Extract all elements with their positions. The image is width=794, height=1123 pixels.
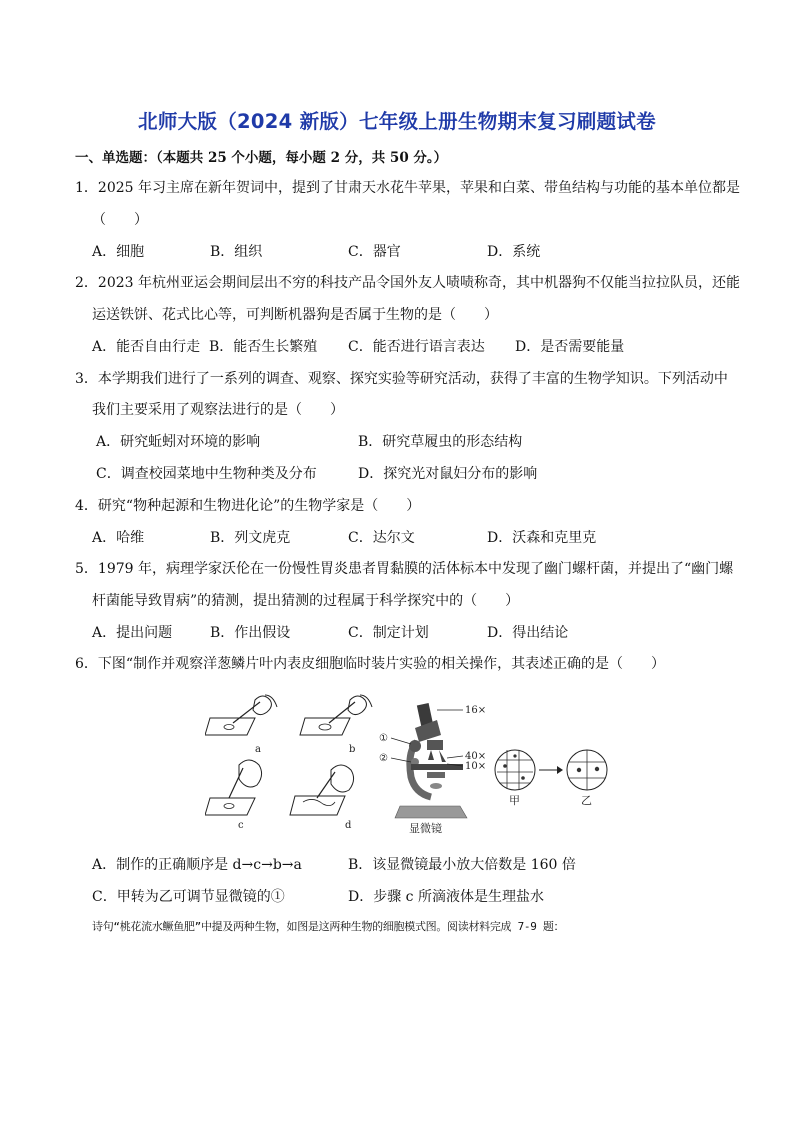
question-6-stem: 6．下图“制作并观察洋葱鳞片叶内表皮细胞临时装片实验的相关操作，其表述正确的是（ ）: [75, 656, 666, 672]
step-d-illustration: [290, 765, 354, 831]
q5-option-a: A．提出问题: [92, 625, 173, 641]
arrow-icon: [539, 766, 563, 774]
q4-option-d: D．沃森和克里克: [487, 530, 597, 546]
q4-option-b: B．列文虎克: [210, 530, 291, 546]
part-1-label: ①: [379, 733, 388, 744]
microscope-caption: 显微镜: [409, 822, 442, 835]
q2-option-a: A．能否自由行走: [92, 339, 201, 355]
objective-40-label: 40×: [465, 751, 487, 762]
question-5-stem-cont: 杆菌能导致胃病”的猜测，提出猜测的过程属于科学探究中的（ ）: [92, 593, 520, 609]
step-c-label: c: [238, 820, 244, 831]
step-d-label: d: [345, 820, 352, 831]
step-b-label: b: [349, 744, 356, 755]
question-5-stem: 5．1979 年，病理学家沃伦在一份慢性胃炎患者胃黏膜的活体标本中发现了幽门螺杆菌，并提出了“幽门螺: [75, 561, 734, 577]
q6-option-c: C．甲转为乙可调节显微镜的①: [92, 889, 285, 905]
question-2-stem-cont: 运送铁饼、花式比心等，可判断机器狗是否属于生物的是（ ）: [92, 307, 498, 323]
step-c-illustration: [205, 760, 262, 831]
question-1-stem: 1．2025 年习主席在新年贺词中，提到了甘肃天水花牛苹果，苹果和白菜、带鱼结构与功能的基本单位都是: [75, 180, 740, 196]
experiment-figure: [205, 690, 665, 835]
part-2-label: ②: [379, 753, 388, 764]
section-heading: 一、单选题：（本题共 25 个小题，每小题 2 分，共 50 分。）: [75, 150, 448, 166]
eyepiece-label: 16×: [465, 705, 487, 716]
question-3-stem-cont: 我们主要采用了观察法进行的是（ ）: [92, 402, 344, 418]
q5-option-b: B．作出假设: [210, 625, 291, 641]
q4-option-c: C．达尔文: [348, 530, 415, 546]
q3-option-a: A．研究蚯蚓对环境的影响: [96, 434, 261, 450]
view-yi-label: 乙: [581, 794, 592, 807]
view-yi-illustration: [567, 750, 607, 807]
page-title: 北师大版（2024 新版）七年级上册生物期末复习刷题试卷: [138, 110, 656, 133]
q6-option-a: A．制作的正确顺序是 d→c→b→a: [92, 857, 302, 873]
objective-10-label: 10×: [465, 761, 487, 772]
question-1-stem-cont: （ ）: [92, 212, 148, 228]
question-2-stem: 2．2023 年杭州亚运会期间层出不穷的科技产品令国外友人啧啧称奇，其中机器狗不仅能当拉拉队员，还能: [75, 275, 740, 291]
question-4-stem: 4．研究“物种起源和生物进化论”的生物学家是（ ）: [75, 498, 421, 514]
q4-option-a: A．哈维: [92, 530, 145, 546]
q5-option-d: D．得出结论: [487, 625, 569, 641]
view-jia-label: 甲: [509, 794, 520, 807]
q6-option-d: D．步骤 c 所滴液体是生理盐水: [348, 889, 544, 905]
step-a-illustration: [205, 695, 277, 755]
view-jia-illustration: [495, 750, 535, 807]
microscope-illustration: [379, 703, 486, 835]
q2-option-c: C．能否进行语言表达: [348, 339, 485, 355]
reading-material-note: 诗句“桃花流水鳜鱼肥”中提及两种生物，如图是这两种生物的细胞模式图。阅读材料完成 7-9 题：: [92, 920, 565, 933]
q1-option-d: D．系统: [487, 244, 541, 260]
q3-option-b: B．研究草履虫的形态结构: [358, 434, 523, 450]
step-a-label: a: [255, 744, 261, 755]
step-b-illustration: [300, 695, 372, 755]
q1-option-c: C．器官: [348, 244, 401, 260]
question-3-stem: 3．本学期我们进行了一系列的调查、观察、探究实验等研究活动，获得了丰富的生物学知识。下列活动中: [75, 371, 728, 387]
q3-option-d: D．探究光对鼠妇分布的影响: [358, 466, 538, 482]
q1-option-b: B．组织: [210, 244, 263, 260]
q2-option-b: B．能否生长繁殖: [209, 339, 318, 355]
q6-option-b: B．该显微镜最小放大倍数是 160 倍: [348, 857, 576, 873]
q2-option-d: D．是否需要能量: [515, 339, 625, 355]
q3-option-c: C．调查校园菜地中生物种类及分布: [96, 466, 317, 482]
q5-option-c: C．制定计划: [348, 625, 429, 641]
q1-option-a: A．细胞: [92, 244, 145, 260]
